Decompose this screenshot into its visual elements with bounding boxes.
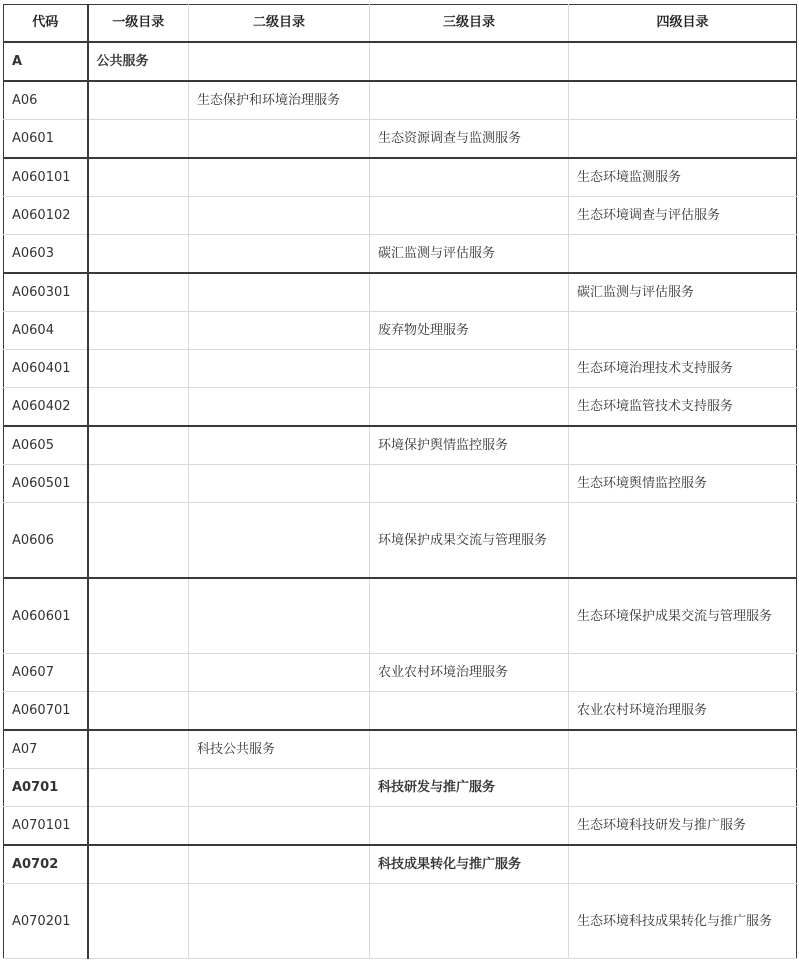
level2-cell: 生态保护和环境治理服务 [189, 81, 370, 120]
level3-cell [370, 42, 569, 81]
level2-cell [189, 426, 370, 465]
level1-cell [88, 807, 189, 846]
code-cell: A0603 [4, 235, 88, 274]
table-row [4, 807, 797, 846]
header-row [4, 5, 797, 43]
code-cell: A07 [4, 730, 88, 769]
level4-cell: 生态环境科技研发与推广服务 [569, 807, 797, 846]
level3-cell [370, 807, 569, 846]
level4-cell [569, 42, 797, 81]
table-row [4, 81, 797, 120]
level3-cell: 环境保护舆情监控服务 [370, 426, 569, 465]
level2-cell [189, 807, 370, 846]
level2-cell [189, 312, 370, 350]
level4-cell [569, 769, 797, 807]
level4-cell: 生态环境治理技术支持服务 [569, 350, 797, 388]
level3-cell: 生态资源调查与监测服务 [370, 120, 569, 159]
level4-cell [569, 503, 797, 579]
table-row [4, 350, 797, 388]
level4-cell: 农业农村环境治理服务 [569, 692, 797, 731]
code-cell: A0701 [4, 769, 88, 807]
code-cell: A070201 [4, 884, 88, 959]
level1-cell [88, 730, 189, 769]
level2-cell [189, 350, 370, 388]
level1-cell [88, 235, 189, 274]
level3-cell [370, 730, 569, 769]
level2-cell [189, 845, 370, 884]
table-header [4, 5, 797, 43]
table-row [4, 426, 797, 465]
table-row [4, 197, 797, 235]
level1-cell [88, 845, 189, 884]
level4-cell [569, 120, 797, 159]
level2-cell [189, 578, 370, 654]
table-row [4, 692, 797, 731]
level1-cell [88, 654, 189, 692]
level3-cell [370, 578, 569, 654]
level2-cell [189, 42, 370, 81]
level1-cell [88, 120, 189, 159]
level1-cell [88, 81, 189, 120]
level1-cell [88, 692, 189, 731]
level2-cell [189, 158, 370, 197]
table-row [4, 158, 797, 197]
level3-cell [370, 158, 569, 197]
level2-cell [189, 120, 370, 159]
code-cell: A060601 [4, 578, 88, 654]
table-row [4, 578, 797, 654]
header-level4: 四级目录 [569, 5, 797, 43]
level3-cell [370, 692, 569, 731]
table-row [4, 465, 797, 503]
level2-cell [189, 654, 370, 692]
level4-cell: 生态环境科技成果转化与推广服务 [569, 884, 797, 959]
level2-cell [189, 388, 370, 427]
level3-cell [370, 81, 569, 120]
level4-cell [569, 730, 797, 769]
code-cell: A0601 [4, 120, 88, 159]
code-cell: A0605 [4, 426, 88, 465]
level1-cell [88, 388, 189, 427]
table-body [4, 42, 797, 959]
code-cell: A060501 [4, 465, 88, 503]
code-cell: A060301 [4, 273, 88, 312]
level1-cell [88, 312, 189, 350]
level4-cell: 生态环境监管技术支持服务 [569, 388, 797, 427]
level2-cell: 科技公共服务 [189, 730, 370, 769]
code-cell: A060102 [4, 197, 88, 235]
level1-cell [88, 769, 189, 807]
table-row [4, 884, 797, 959]
level1-cell [88, 578, 189, 654]
header-level2: 二级目录 [189, 5, 370, 43]
code-cell: A060402 [4, 388, 88, 427]
level3-cell: 碳汇监测与评估服务 [370, 235, 569, 274]
level1-cell [88, 273, 189, 312]
table-row [4, 654, 797, 692]
level3-cell [370, 465, 569, 503]
level3-cell [370, 350, 569, 388]
level2-cell [189, 692, 370, 731]
catalog-table [3, 4, 797, 959]
level2-cell [189, 197, 370, 235]
level4-cell: 生态环境调查与评估服务 [569, 197, 797, 235]
level3-cell [370, 388, 569, 427]
level2-cell [189, 465, 370, 503]
level3-cell: 科技成果转化与推广服务 [370, 845, 569, 884]
level3-cell: 科技研发与推广服务 [370, 769, 569, 807]
level4-cell [569, 845, 797, 884]
code-cell: A0604 [4, 312, 88, 350]
level4-cell [569, 312, 797, 350]
level4-cell: 生态环境保护成果交流与管理服务 [569, 578, 797, 654]
level2-cell [189, 503, 370, 579]
level1-cell [88, 197, 189, 235]
code-cell: A0702 [4, 845, 88, 884]
code-cell: A06 [4, 81, 88, 120]
level1-cell [88, 426, 189, 465]
code-cell: A [4, 42, 88, 81]
level4-cell [569, 426, 797, 465]
level1-cell: 公共服务 [88, 42, 189, 81]
level2-cell [189, 273, 370, 312]
level2-cell [189, 884, 370, 959]
code-cell: A060701 [4, 692, 88, 731]
table-row [4, 42, 797, 81]
code-cell: A0607 [4, 654, 88, 692]
table-row [4, 120, 797, 159]
table-row [4, 769, 797, 807]
code-cell: A070101 [4, 807, 88, 846]
level3-cell [370, 197, 569, 235]
level3-cell: 废弃物处理服务 [370, 312, 569, 350]
level1-cell [88, 503, 189, 579]
level4-cell: 碳汇监测与评估服务 [569, 273, 797, 312]
level2-cell [189, 769, 370, 807]
level3-cell: 环境保护成果交流与管理服务 [370, 503, 569, 579]
level3-cell: 农业农村环境治理服务 [370, 654, 569, 692]
level1-cell [88, 465, 189, 503]
table-row [4, 273, 797, 312]
code-cell: A0606 [4, 503, 88, 579]
level4-cell: 生态环境舆情监控服务 [569, 465, 797, 503]
level4-cell [569, 81, 797, 120]
level2-cell [189, 235, 370, 274]
level4-cell: 生态环境监测服务 [569, 158, 797, 197]
level1-cell [88, 158, 189, 197]
code-cell: A060101 [4, 158, 88, 197]
level3-cell [370, 273, 569, 312]
level4-cell [569, 654, 797, 692]
code-cell: A060401 [4, 350, 88, 388]
level3-cell [370, 884, 569, 959]
table-row [4, 503, 797, 579]
header-level1: 一级目录 [88, 5, 189, 43]
table-row [4, 388, 797, 427]
table-row [4, 312, 797, 350]
table-row [4, 235, 797, 274]
header-code: 代码 [4, 5, 88, 43]
table-row [4, 845, 797, 884]
header-level3: 三级目录 [370, 5, 569, 43]
level1-cell [88, 884, 189, 959]
level4-cell [569, 235, 797, 274]
level1-cell [88, 350, 189, 388]
table-row [4, 730, 797, 769]
